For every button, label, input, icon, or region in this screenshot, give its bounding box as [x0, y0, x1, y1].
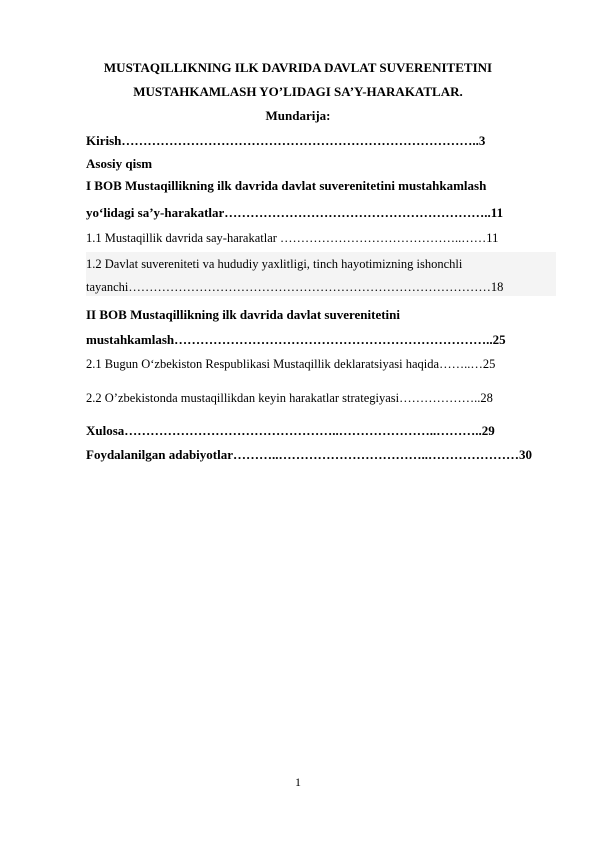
toc-entry-adabiyotlar: Foydalanilgan adabiyotlar………..……………………………..…………………30 [86, 447, 532, 462]
title-line-2: MUSTAHKAMLASH YO’LIDAGI SA’Y-HARAKATLAR. [133, 84, 463, 99]
toc-entry-asosiy-qism: Asosiy qism [86, 156, 153, 171]
contents-heading: Mundarija: [265, 108, 331, 123]
toc-entry-bob1-line1: I BOB Mustaqillikning ilk davrida davlat suverenitetini mustahkamlash [86, 178, 487, 193]
toc-entry-bob2-line1: II BOB Mustaqillikning ilk davrida davlat suverenitetini [86, 307, 400, 322]
toc-entry-2-2: 2.2 O’zbekistonda mustaqillikdan keyin harakatlar strategiyasi………………..28 [86, 391, 493, 405]
toc-entry-1-1: 1.1 Mustaqillik davrida say-harakatlar ……………………………………..……11 [86, 231, 499, 245]
toc-entry-kirish: Kirish………………………………………………………………………..3 [86, 133, 486, 148]
toc-entry-1-2-line2: tayanchi……………………………………………………………………………18 [86, 280, 504, 294]
toc-entry-bob2-line2: mustahkamlash………………………………………………………………..25 [86, 332, 506, 347]
toc-entry-bob1-line2: yo‘lidagi sa’y-harakatlar……………………………………………………..11 [86, 205, 504, 220]
page-number: 1 [295, 775, 301, 789]
toc-entry-1-2-line1: 1.2 Davlat suvereniteti va hududiy yaxlitligi, tinch hayotimizning ishonchli [86, 257, 463, 271]
toc-entry-2-1: 2.1 Bugun O‘zbekiston Respublikasi Mustaqillik deklaratsiyasi haqida……..…25 [86, 357, 496, 371]
toc-entry-xulosa: Xulosa…………………………………………..…………………..………..29 [86, 423, 495, 438]
title-line-1: MUSTAQILLIKNING ILK DAVRIDA DAVLAT SUVERENITETINI [103, 60, 493, 75]
